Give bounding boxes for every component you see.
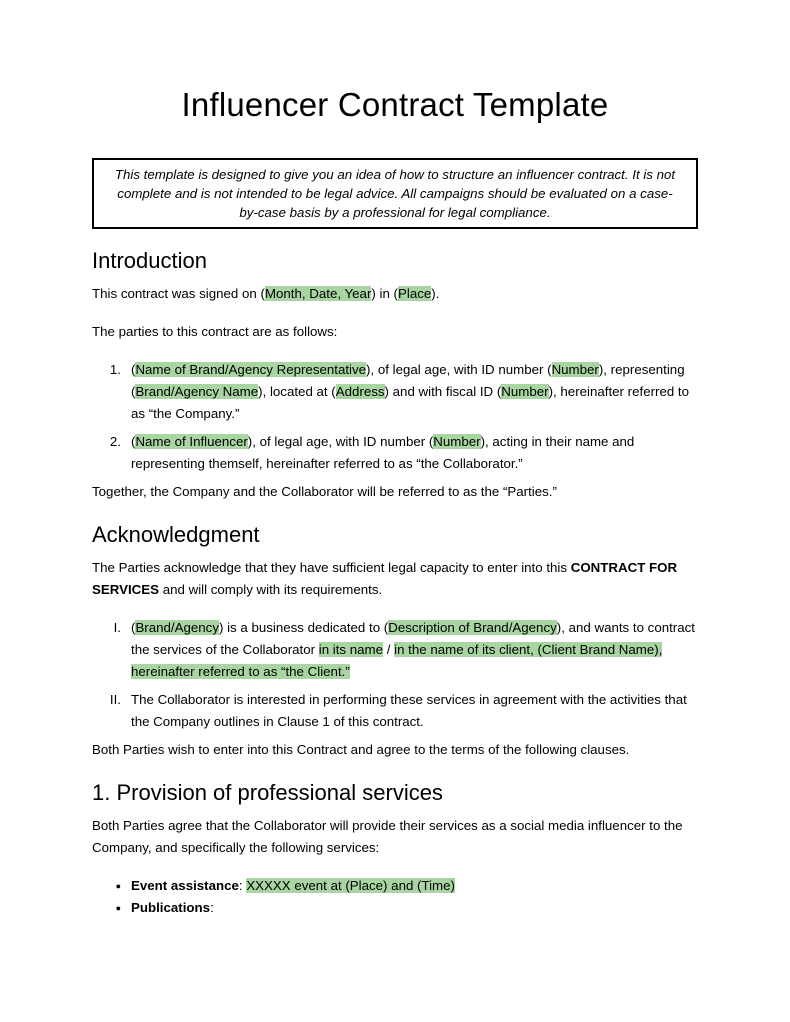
text-run: ), representing ( — [131, 362, 685, 399]
highlighted-placeholder-text: Brand/Agency Name — [135, 384, 259, 399]
text-run: : — [238, 878, 247, 893]
bullet-item-publications — [92, 897, 698, 919]
list-item-text — [131, 359, 698, 425]
text-run: ), hereinafter referred to as “the Company.” — [131, 384, 690, 421]
list-item-party-1 — [92, 359, 698, 425]
text-run: ( — [131, 362, 136, 377]
text-run: ) is a business dedicated to ( — [218, 620, 389, 635]
highlighted-placeholder-text: Number — [551, 362, 599, 377]
section-heading-acknowledgment: Acknowledgment — [92, 522, 260, 547]
highlighted-placeholder-text: Address — [335, 384, 385, 399]
highlighted-placeholder-text: in the name of its client, (Client Brand Name), hereinafter referred to as “the Client.” — [131, 642, 663, 679]
bullet-icon: ● — [115, 881, 121, 891]
text-run: ( — [131, 620, 136, 635]
text-run: ), located at ( — [258, 384, 336, 399]
bullet-item-event-assistance — [92, 875, 698, 897]
paragraph-parties-intro: The parties to this contract are as follows: — [92, 324, 338, 339]
parties-numbered-list — [92, 359, 698, 475]
text-run: Publications — [131, 900, 211, 915]
highlighted-placeholder-text: in its name — [318, 642, 384, 657]
text-run: Event assistance — [131, 878, 239, 893]
text-run: The Parties acknowledge that they have sufficient legal capacity to enter into this — [92, 560, 571, 575]
list-item-roman-2 — [92, 689, 698, 733]
paragraph-contract-signed — [92, 283, 698, 305]
list-marker: II. — [109, 692, 121, 707]
text-run: and will comply with its requirements. — [159, 582, 383, 597]
text-run: ) in ( — [371, 286, 398, 301]
page-title: Influencer Contract Template — [181, 86, 609, 123]
list-item-text — [131, 689, 698, 733]
text-run: ( — [131, 434, 136, 449]
paragraph-together: Together, the Company and the Collaborator will be referred to as the “Parties.” — [92, 484, 557, 499]
text-run: ). — [431, 286, 440, 301]
text-run: : — [210, 900, 214, 915]
paragraph-wish: Both Parties wish to enter into this Contract and agree to the terms of the following clauses. — [92, 742, 630, 757]
section-heading-provision: 1. Provision of professional services — [92, 780, 443, 805]
bullet-item-text — [131, 897, 698, 919]
disclaimer-text: This template is designed to give you an idea of how to structure an influencer contract. It is not complete and is not intended to be legal advice. All campaigns should be evaluated on a case-by-case basis by a professional for legal compliance. — [114, 167, 676, 220]
text-run: The Collaborator is interested in performing these services in agreement with the activities that the Company outlines in Clause 1 of this contract. — [131, 692, 687, 729]
disclaimer-box — [92, 158, 698, 229]
bullet-item-text — [131, 875, 698, 897]
section-heading-introduction: Introduction — [92, 248, 207, 273]
text-run: ), of legal age, with ID number ( — [247, 434, 434, 449]
list-item-text — [131, 431, 698, 475]
text-run: ), acting in their name and representing themself, hereinafter referred to as “the Collaborator.” — [131, 434, 635, 471]
text-run: ), and wants to contract the services of the Collaborator — [131, 620, 695, 657]
text-run: ) and with fiscal ID ( — [384, 384, 502, 399]
bullet-icon: ● — [115, 903, 121, 913]
paragraph-legal-capacity — [92, 557, 698, 601]
list-item-roman-1 — [92, 617, 698, 683]
highlighted-placeholder-text: XXXXX event at (Place) and (Time) — [246, 878, 455, 893]
text-run: ), of legal age, with ID number ( — [366, 362, 552, 377]
highlighted-placeholder-text: Place — [398, 286, 432, 301]
text-run: CONTRACT FOR SERVICES — [92, 560, 678, 597]
services-bullet-list — [92, 875, 698, 919]
highlighted-placeholder-text: Description of Brand/Agency — [388, 620, 557, 635]
list-marker: 2. — [109, 434, 121, 449]
highlighted-placeholder-text: Name of Brand/Agency Representative — [135, 362, 367, 377]
highlighted-placeholder-text: Number — [501, 384, 549, 399]
paragraph-services-intro: Both Parties agree that the Collaborator will provide their services as a social media influencer to the Company, and specifically the following services: — [92, 818, 683, 855]
acknowledgment-roman-list — [92, 617, 698, 733]
list-marker: I. — [113, 620, 121, 635]
text-run: This contract was signed on ( — [92, 286, 265, 301]
list-item-party-2 — [92, 431, 698, 475]
highlighted-placeholder-text: Brand/Agency — [135, 620, 219, 635]
text-run: / — [383, 642, 395, 657]
list-item-text — [131, 617, 698, 683]
highlighted-placeholder-text: Month, Date, Year — [264, 286, 372, 301]
highlighted-placeholder-text: Name of Influencer — [135, 434, 248, 449]
highlighted-placeholder-text: Number — [433, 434, 481, 449]
list-marker: 1. — [109, 362, 121, 377]
